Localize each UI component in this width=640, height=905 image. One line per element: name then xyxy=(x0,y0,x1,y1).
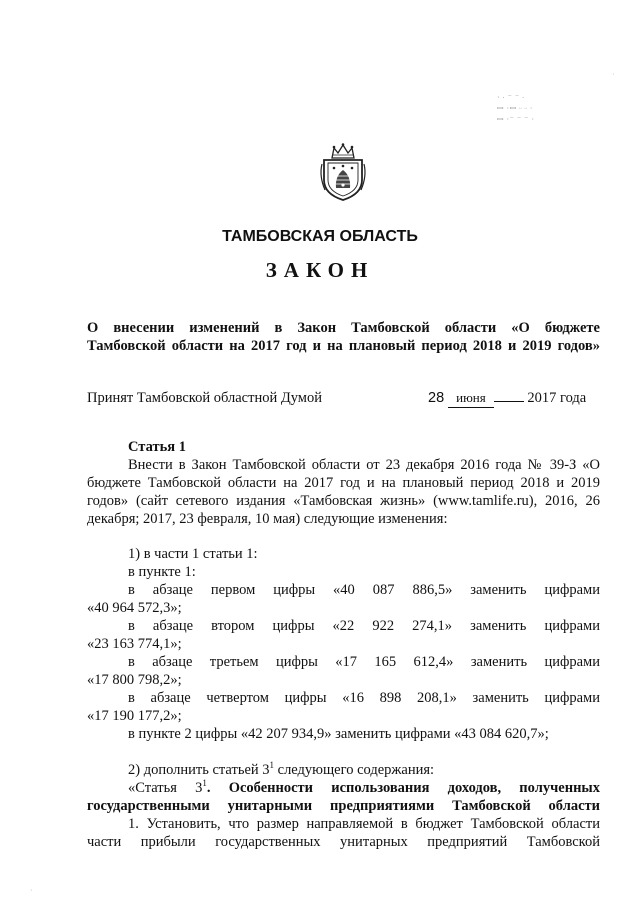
spacer xyxy=(87,528,600,545)
law-title-line: О внесении изменений в Закон Тамбовской области «О бюджете xyxy=(87,320,600,336)
new-article-title: . Особенности использования доходов, полученных государственными унитарными предприятиями Тамбовской области xyxy=(87,780,600,814)
new-article-label: «Статья 3 xyxy=(128,780,203,796)
amendment-item: 1) в части 1 статьи 1: xyxy=(128,546,258,562)
amendment-point: в пункте 2 цифры «42 207 934,9» заменить цифрами «43 084 620,7»; xyxy=(128,726,549,742)
adoption-day: 28 xyxy=(428,390,445,406)
law-body xyxy=(87,438,600,851)
article-heading: Статья 1 xyxy=(128,439,186,455)
amendment-item xyxy=(87,761,600,779)
adoption-month: июня xyxy=(448,389,494,408)
amendment-paragraph-cont: «23 163 774,1»; xyxy=(87,636,182,652)
amendment-paragraph: в абзаце третьем цифры «17 165 612,4» заменить цифрами xyxy=(128,654,600,670)
law-title-line: Тамбовской области на 2017 год и на плановый период 2018 и 2019 годов» xyxy=(87,338,600,354)
new-article-paragraph-cont: части прибыли государственных унитарных предприятий Тамбовской xyxy=(87,834,600,850)
adopted-by: Принят Тамбовской областной Думой xyxy=(87,390,322,406)
amendment-paragraph: в абзаце втором цифры «22 922 274,1» заменить цифрами xyxy=(128,618,600,634)
tambov-coat-of-arms-icon xyxy=(318,142,368,202)
stamp-line: · ∙ ⁻ ⁻ ∙ xyxy=(497,93,525,102)
region-name: ТАМБОВСКАЯ ОБЛАСТЬ xyxy=(222,228,418,245)
item-text: 2) дополнить статьей 3 xyxy=(128,762,270,778)
scan-mark: · xyxy=(612,70,615,79)
superscript: 1 xyxy=(202,778,207,789)
spacer xyxy=(87,743,600,761)
stamp-line: ꟷ ·ꟷ ᵕ ᵕ · xyxy=(497,104,533,113)
amendment-paragraph-cont: «40 964 572,3»; xyxy=(87,600,182,616)
date-underline xyxy=(494,401,524,402)
amendment-subitem: в пункте 1: xyxy=(128,564,196,580)
amendment-paragraph: в абзаце четвертом цифры «16 898 208,1» заменить цифрами xyxy=(128,690,600,706)
law-title xyxy=(87,319,600,355)
scan-mark: · xyxy=(30,886,33,895)
new-article-heading xyxy=(87,779,600,815)
adoption-year: 2017 года xyxy=(527,390,587,406)
superscript: 1 xyxy=(269,760,275,771)
article-intro: Внести в Закон Тамбовской области от 23 декабря 2016 года № 39-З «О бюджете Тамбовской области на 2017 год и на плановый период 2018 и 2019 годов» (сайт сетевого издания «Тамбовская жизнь» (www.tamlife.ru), 2016, 26 декабря; 2017, 23 февраля, 10 мая) следующие изменения: xyxy=(87,457,600,527)
registration-stamp xyxy=(497,92,602,125)
adoption-date xyxy=(428,389,616,408)
stamp-line: ꟷ ·⁻ ⁻ ⁻ · xyxy=(497,115,535,124)
item-text: следующего содержания: xyxy=(274,762,435,778)
document-type-heading: ЗАКОН xyxy=(265,258,375,282)
new-article-paragraph: 1. Установить, что размер направляемой в бюджет Тамбовской области xyxy=(128,816,600,832)
amendment-paragraph-cont: «17 800 798,2»; xyxy=(87,672,182,688)
amendment-paragraph: в абзаце первом цифры «40 087 886,5» заменить цифрами xyxy=(128,582,600,598)
amendment-paragraph-cont: «17 190 177,2»; xyxy=(87,708,182,724)
